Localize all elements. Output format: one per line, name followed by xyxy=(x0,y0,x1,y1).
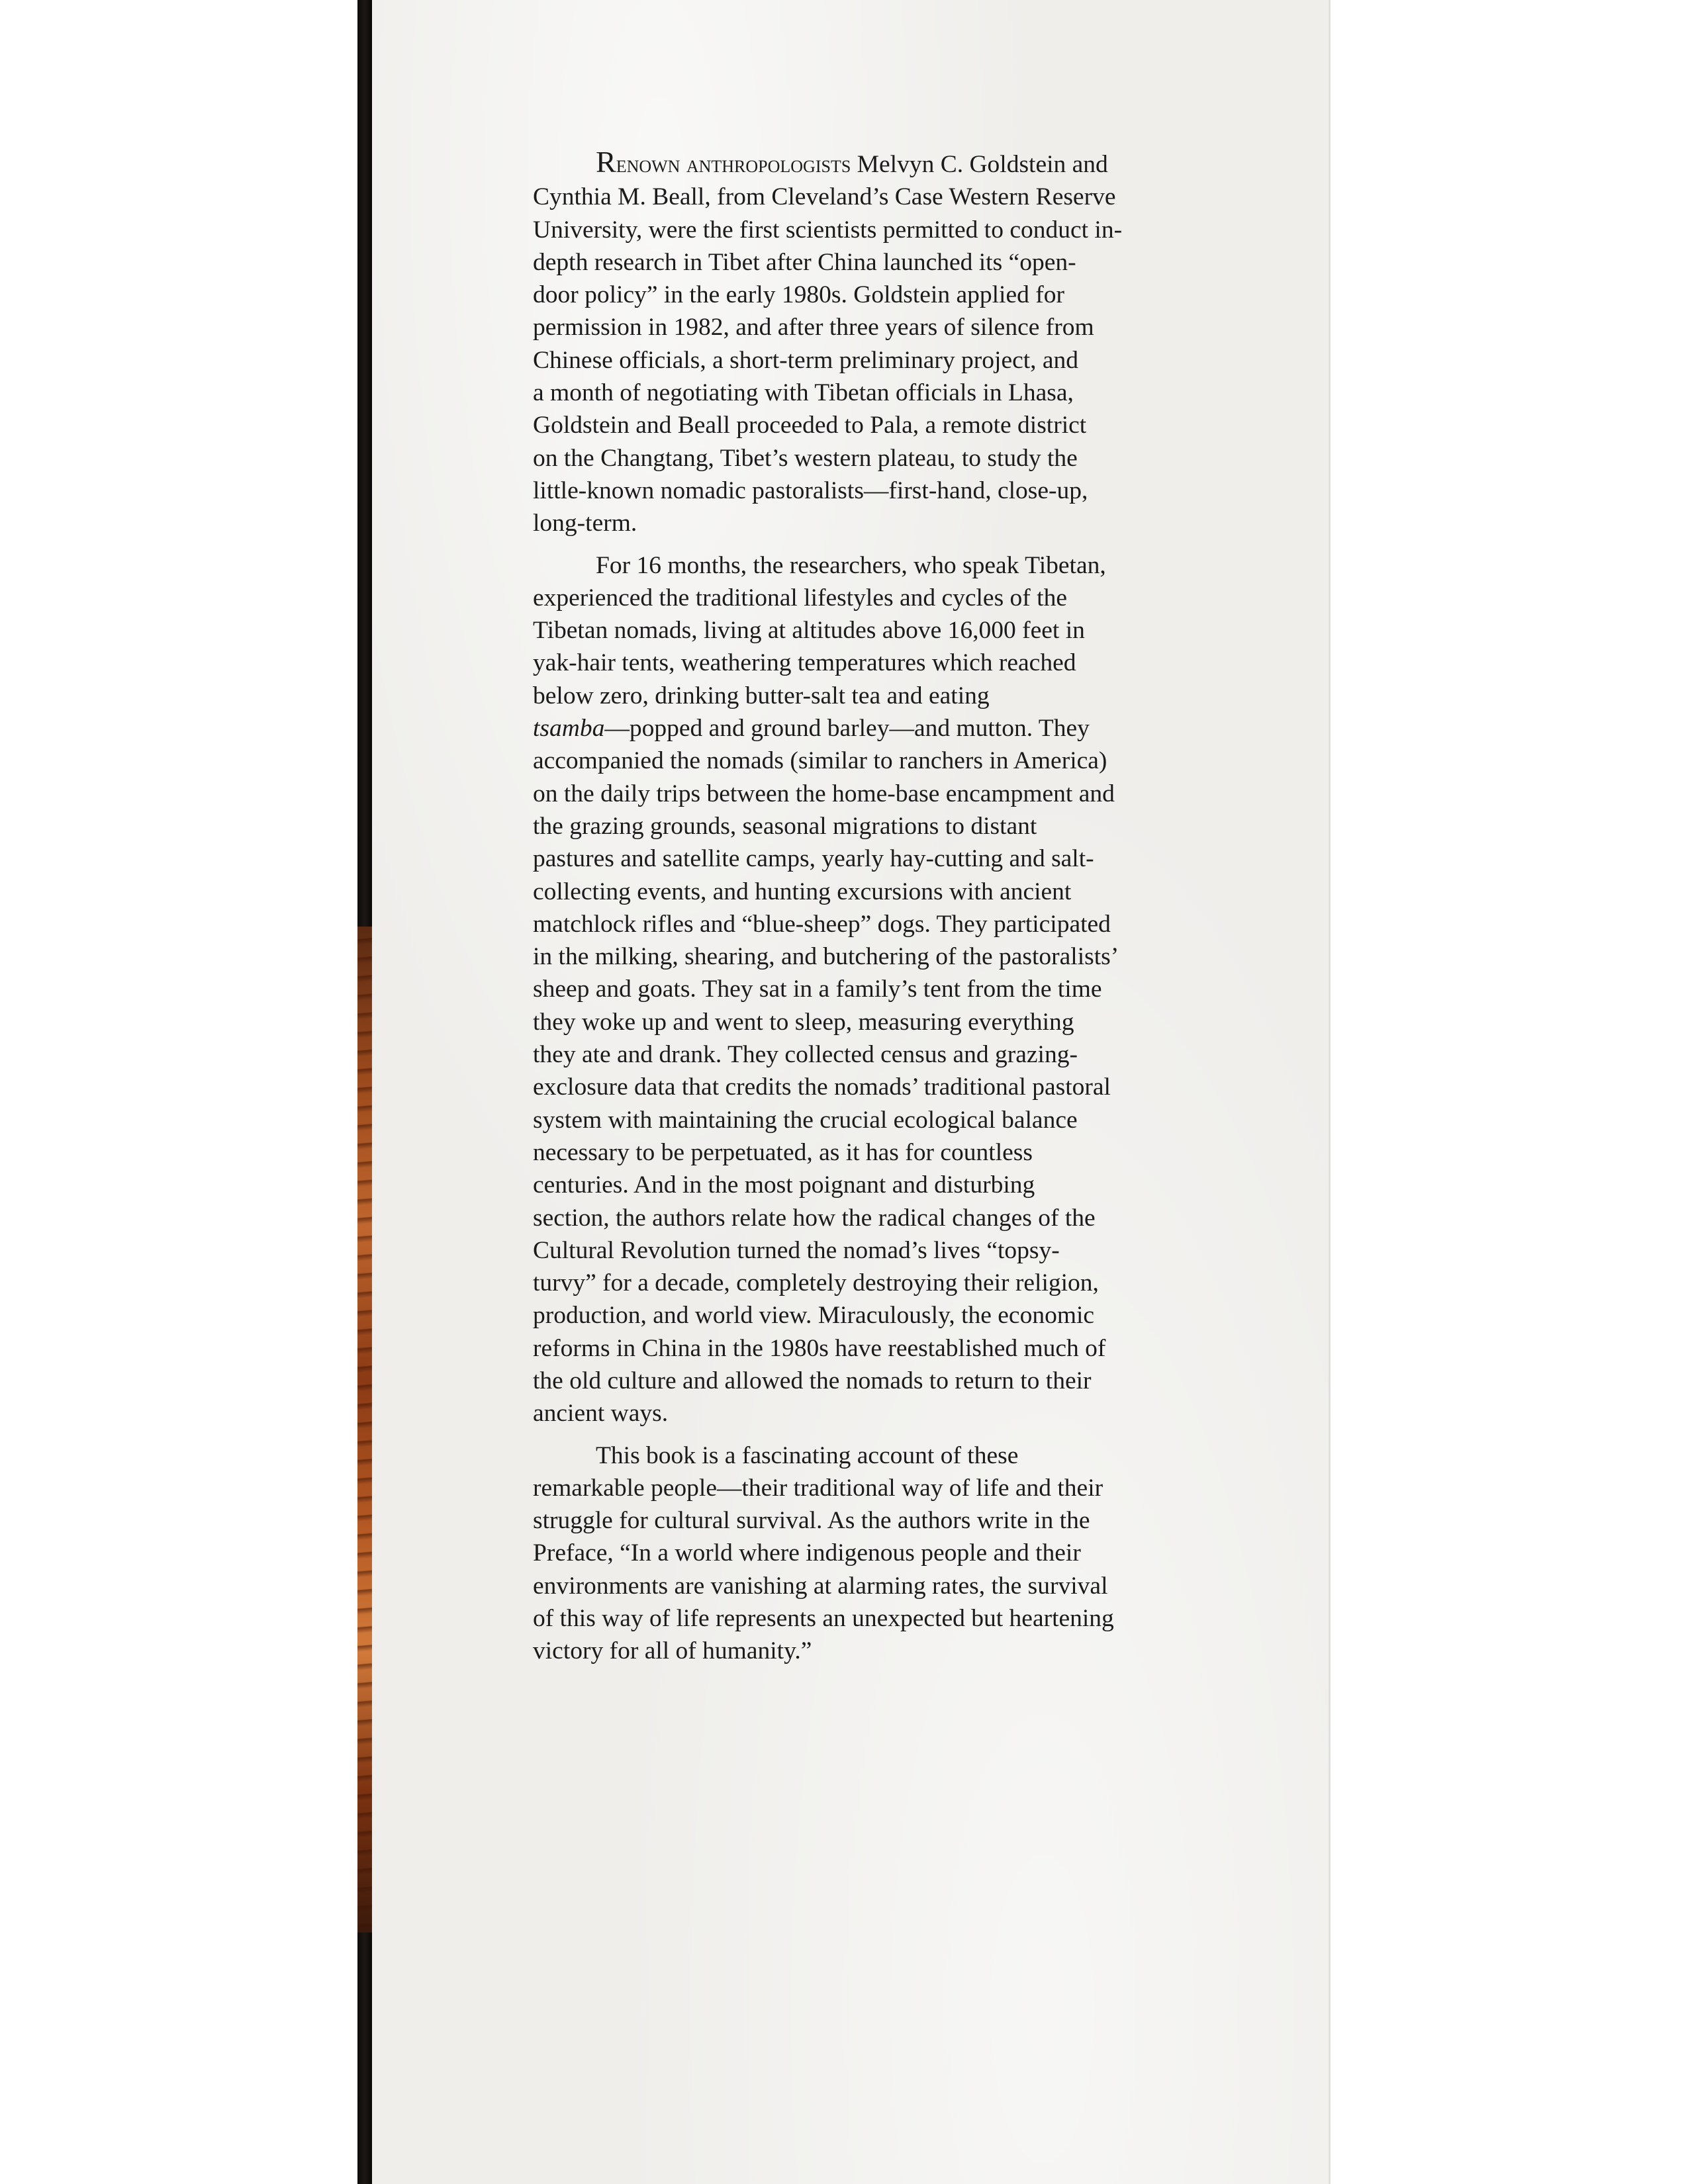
text-line: accompanied the nomads (similar to ranchers in America) xyxy=(533,747,1107,775)
paragraph-3 xyxy=(533,1439,1195,1668)
flap-edge xyxy=(1329,0,1331,2184)
paragraph-1-first-line xyxy=(533,146,1195,181)
paragraph-1 xyxy=(533,146,1195,540)
text-line: long-term. xyxy=(533,510,637,537)
text-line: on the Changtang, Tibet’s western plateau, to study the xyxy=(533,444,1078,472)
paragraph-2-lines-before xyxy=(533,549,1195,712)
italic-line-rest: —popped and ground barley—and mutton. They xyxy=(604,715,1090,743)
text-line: exclosure data that credits the nomads’ traditional pastoral xyxy=(533,1073,1111,1101)
lead-smallcaps: enown anthropologists xyxy=(616,151,851,178)
text-line: reforms in China in the 1980s have reestablished much of xyxy=(533,1334,1106,1362)
text-line: necessary to be perpetuated, as it has for countless xyxy=(533,1138,1033,1166)
text-line: remarkable people—their traditional way of life and their xyxy=(533,1474,1103,1502)
jacket-flap-copy xyxy=(533,146,1195,1677)
italic-term: tsamba xyxy=(533,715,605,743)
text-line: in the milking, shearing, and butchering of the pastoralists’ xyxy=(533,943,1119,971)
lead-initial: R xyxy=(596,145,616,179)
text-line: This book is a fascinating account of these xyxy=(596,1441,1019,1469)
text-line: system with maintaining the crucial ecological balance xyxy=(533,1106,1078,1134)
text-line: little-known nomadic pastoralists—first-hand, close-up, xyxy=(533,477,1088,504)
text-line: pastures and satellite camps, yearly hay-cutting and salt- xyxy=(533,845,1094,873)
text-line: Tibetan nomads, living at altitudes above 16,000 feet in xyxy=(533,617,1085,645)
text-line: on the daily trips between the home-base encampment and xyxy=(533,780,1115,807)
text-line: Cultural Revolution turned the nomad’s lives “topsy- xyxy=(533,1236,1060,1264)
text-line: ancient ways. xyxy=(533,1400,669,1428)
text-line: the old culture and allowed the nomads to return to their xyxy=(533,1367,1092,1394)
text-line: victory for all of humanity.” xyxy=(533,1637,812,1665)
paragraph-2-lines-after xyxy=(533,745,1195,1430)
first-line-rest: Melvyn C. Goldstein and xyxy=(851,151,1108,178)
text-line: a month of negotiating with Tibetan officials in Lhasa, xyxy=(533,379,1074,407)
text-line: sheep and goats. They sat in a family’s tent from the time xyxy=(533,976,1102,1003)
text-line: centuries. And in the most poignant and disturbing xyxy=(533,1171,1035,1199)
text-line: collecting events, and hunting excursions with ancient xyxy=(533,878,1072,905)
text-line: Cynthia M. Beall, from Cleveland’s Case Western Reserve xyxy=(533,183,1116,211)
text-line: turvy” for a decade, completely destroying their religion, xyxy=(533,1269,1099,1297)
text-line: For 16 months, the researchers, who speak Tibetan, xyxy=(596,551,1106,579)
paragraph-2-italic-line xyxy=(533,712,1195,745)
text-line: University, were the first scientists permitted to conduct in- xyxy=(533,216,1123,244)
text-line: Goldstein and Beall proceeded to Pala, a remote district xyxy=(533,412,1087,439)
text-line: permission in 1982, and after three years of silence from xyxy=(533,314,1094,341)
text-line: of this way of life represents an unexpected but heartening xyxy=(533,1605,1114,1633)
text-line: experienced the traditional lifestyles and cycles of the xyxy=(533,584,1067,612)
text-line: struggle for cultural survival. As the authors write in the xyxy=(533,1507,1090,1535)
text-line: Chinese officials, a short-term preliminary project, and xyxy=(533,346,1079,374)
text-line: production, and world view. Miraculously, the economic xyxy=(533,1302,1095,1330)
text-line: door policy” in the early 1980s. Goldstein applied for xyxy=(533,281,1064,309)
text-line: they ate and drank. They collected census and grazing- xyxy=(533,1041,1078,1069)
text-line: environments are vanishing at alarming rates, the survival xyxy=(533,1572,1108,1600)
text-line: matchlock rifles and “blue-sheep” dogs. They participated xyxy=(533,910,1111,938)
text-line: section, the authors relate how the radical changes of the xyxy=(533,1204,1096,1232)
text-line: the grazing grounds, seasonal migrations to distant xyxy=(533,812,1037,840)
text-line: they woke up and went to sleep, measuring everything xyxy=(533,1008,1074,1036)
text-line: depth research in Tibet after China launched its “open- xyxy=(533,248,1076,276)
paragraph-1-lines xyxy=(533,181,1195,539)
paragraph-3-lines xyxy=(533,1439,1195,1668)
text-line: below zero, drinking butter-salt tea and eating xyxy=(533,682,990,709)
paragraph-2 xyxy=(533,549,1195,1430)
text-line: Preface, “In a world where indigenous people and their xyxy=(533,1539,1081,1567)
text-line: yak-hair tents, weathering temperatures which reached xyxy=(533,649,1076,677)
